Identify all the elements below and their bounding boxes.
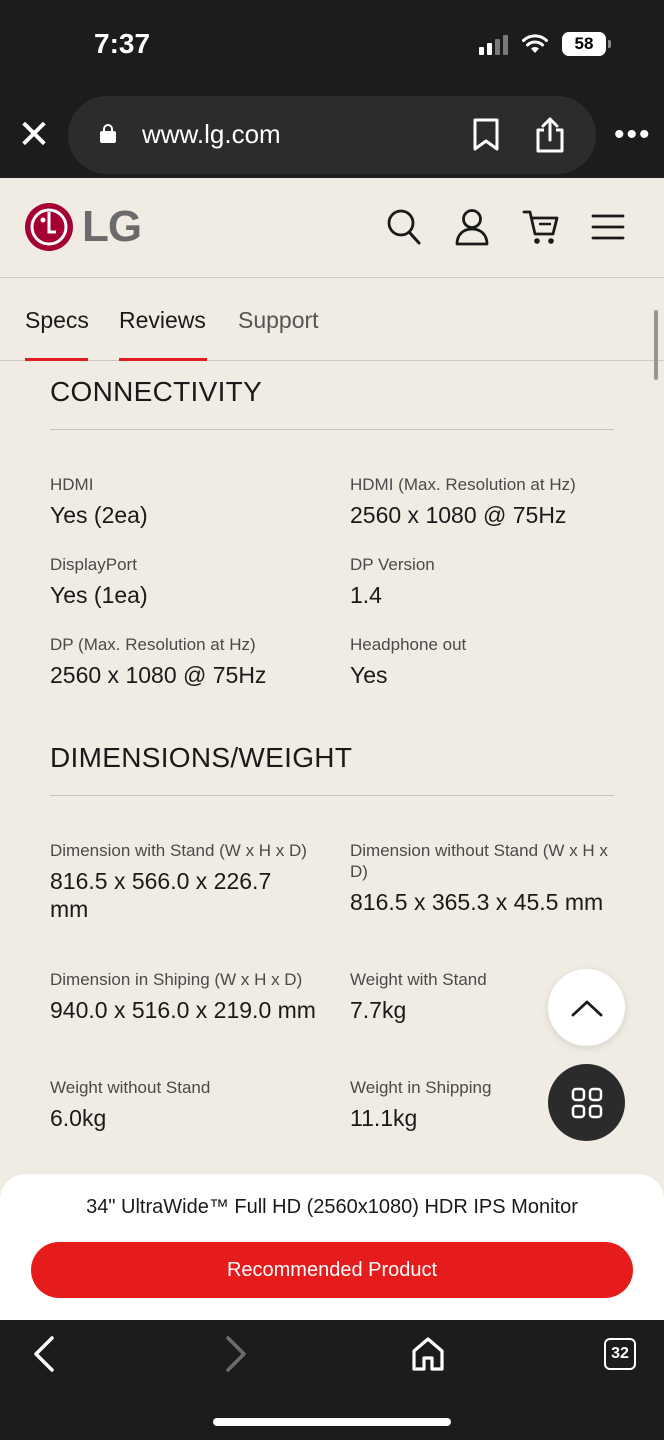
spec-item — [350, 554, 620, 609]
menu-icon[interactable] — [591, 208, 625, 246]
more-icon[interactable]: ••• — [614, 118, 652, 151]
product-sticky-bar — [0, 1174, 664, 1320]
site-header — [0, 178, 664, 278]
spec-value: 816.5 x 365.3 x 45.5 mm — [350, 889, 604, 915]
spec-value: 816.5 x 566.0 x 226.7 mm — [50, 868, 272, 922]
lg-wordmark: LG — [82, 202, 142, 251]
wifi-icon — [520, 33, 550, 55]
address-bar[interactable] — [68, 96, 596, 174]
spec-value: Yes — [350, 662, 388, 688]
spec-item — [350, 634, 620, 689]
spec-label: Weight without Stand — [50, 1078, 211, 1097]
quick-menu-button[interactable] — [548, 1064, 625, 1141]
spec-item — [50, 840, 312, 923]
grid-icon — [571, 1087, 603, 1119]
home-icon[interactable] — [411, 1336, 445, 1372]
browser-bottom-toolbar — [0, 1320, 664, 1440]
url-text: www.lg.com — [142, 119, 281, 149]
product-tabs — [0, 279, 664, 361]
home-indicator — [213, 1418, 451, 1426]
tab-support[interactable]: Support — [238, 307, 319, 333]
lg-logo[interactable] — [24, 202, 141, 252]
spec-item — [50, 969, 320, 1024]
spec-label: Headphone out — [350, 635, 467, 654]
forward-icon[interactable] — [222, 1334, 250, 1374]
spec-item — [350, 969, 540, 1024]
spec-item — [50, 634, 320, 689]
share-icon[interactable] — [534, 116, 566, 154]
tabs-icon[interactable]: 32 — [604, 1338, 636, 1370]
account-icon[interactable] — [454, 208, 490, 246]
product-name: 34" UltraWide™ Full HD (2560x1080) HDR IPS Monitor — [86, 1196, 578, 1218]
spec-label: Weight in Shipping — [350, 1078, 492, 1097]
spec-value: Yes (1ea) — [50, 582, 148, 608]
spec-label: DisplayPort — [50, 555, 137, 574]
browser-top-chrome — [0, 0, 664, 178]
spec-item — [50, 474, 320, 529]
spec-value: 2560 x 1080 @ 75Hz — [50, 662, 267, 688]
spec-label: DP (Max. Resolution at Hz) — [50, 635, 256, 654]
lock-icon — [100, 124, 116, 142]
spec-label: Dimension with Stand (W x H x D) — [50, 841, 307, 860]
status-icons — [479, 32, 606, 56]
spec-item — [350, 840, 622, 916]
spec-label: Dimension in Shiping (W x H x D) — [50, 970, 303, 989]
cellular-signal-icon — [479, 33, 508, 55]
spec-label: HDMI — [50, 475, 94, 494]
lg-face-logo-icon — [24, 202, 74, 252]
spec-item — [350, 474, 630, 529]
spec-value: Yes (2ea) — [50, 502, 148, 528]
spec-item — [350, 1077, 540, 1132]
close-icon[interactable]: ✕ — [17, 113, 51, 157]
tab-specs-underline — [25, 358, 88, 361]
spec-value: 940.0 x 516.0 x 219.0 mm — [50, 997, 316, 1023]
spec-label: DP Version — [350, 555, 435, 574]
spec-label: Dimension without Stand (W x H x D) — [350, 841, 608, 881]
spec-item — [50, 1077, 320, 1132]
section-divider — [50, 429, 614, 430]
bookmark-icon[interactable] — [472, 118, 500, 152]
search-icon[interactable] — [386, 208, 422, 246]
section-divider — [50, 795, 614, 796]
spec-label: Weight with Stand — [350, 970, 487, 989]
section-title-connectivity: CONNECTIVITY — [50, 376, 263, 407]
scroll-to-top-button[interactable] — [548, 969, 625, 1046]
section-title-dimensions: DIMENSIONS/WEIGHT — [50, 742, 353, 773]
back-icon[interactable] — [30, 1334, 58, 1374]
tab-reviews[interactable]: Reviews — [119, 307, 206, 333]
battery-icon: 58 — [562, 32, 606, 56]
spec-value: 11.1kg — [350, 1105, 418, 1131]
cart-icon[interactable] — [522, 208, 560, 246]
recommended-product-button[interactable]: Recommended Product — [31, 1242, 633, 1298]
tab-reviews-underline — [119, 358, 207, 361]
spec-label: HDMI (Max. Resolution at Hz) — [350, 475, 576, 494]
spec-value: 2560 x 1080 @ 75Hz — [350, 502, 567, 528]
status-time: 7:37 — [94, 28, 151, 59]
spec-item — [50, 554, 320, 609]
tab-specs[interactable]: Specs — [25, 307, 89, 333]
scrollbar-thumb[interactable] — [654, 310, 658, 380]
spec-value: 6.0kg — [50, 1105, 107, 1131]
spec-value: 7.7kg — [350, 997, 407, 1023]
chevron-up-icon — [570, 998, 604, 1018]
spec-value: 1.4 — [350, 582, 382, 608]
